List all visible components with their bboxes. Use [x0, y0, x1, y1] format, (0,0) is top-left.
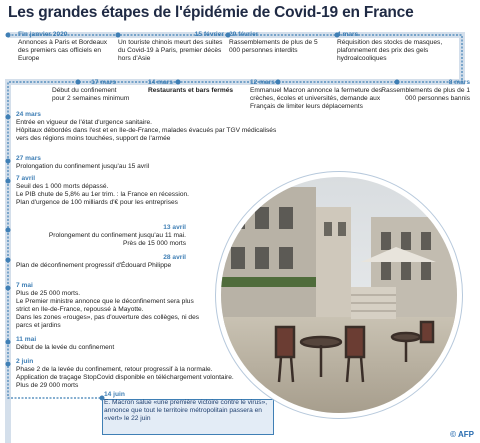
timeline-dot [6, 286, 11, 291]
timeline-dot [6, 228, 11, 233]
event-29-fevrier [229, 31, 329, 55]
event-14-juin [104, 391, 272, 423]
event-7-avril [16, 175, 221, 207]
timeline-dot [6, 362, 11, 367]
event-2-juin [16, 358, 256, 390]
event-text-detail: Hôpitaux débordés dans l'est et en Ile-de-France, malades évacués par TGV médicalisés vers des régions moins touchées, support de l'armée [16, 127, 277, 142]
event-14-mars [148, 79, 248, 95]
event-date: 14 juin [104, 391, 125, 398]
event-text: Plan de déconfinement progressif d'Édouard Philippe [16, 262, 172, 269]
timeline-dot [6, 179, 11, 184]
event-28-avril [16, 254, 186, 270]
event-text: Prolongement du confinement jusqu'au 11 mai. [48, 232, 186, 239]
event-date: 7 avril [16, 175, 36, 182]
event-date: 24 mars [16, 111, 41, 118]
event-text-detail: Près de 15 000 morts [122, 240, 186, 247]
event-date: 14 mars [148, 79, 173, 86]
page-title: Les grandes étapes de l'épidémie de Covid-19 en France [8, 4, 414, 21]
event-17-mars [22, 79, 130, 103]
event-text-detail: Plus de 29 000 morts [16, 382, 79, 389]
event-27-mars [16, 155, 216, 171]
event-text: Phase 2 de la levée du confinement, retour progressif à la normale. [16, 366, 213, 373]
event-text: Rassemblements de plus de 1 000 personnes bannis [381, 87, 470, 102]
timeline-dot [6, 258, 11, 263]
afp-logo: © AFP [450, 430, 474, 439]
event-text: Plus de 25 000 morts. [16, 290, 81, 297]
event-date: 4 mars [337, 31, 359, 38]
event-15-fevrier [118, 31, 224, 63]
timeline-dot [6, 115, 11, 120]
event-11-mai [16, 336, 216, 352]
event-text: E. Macron salue «une première victoire contre le virus», annonce que tout le territoire métropolitain passera en «vert» le 22 juin [104, 399, 268, 422]
timeline-dot [6, 33, 11, 38]
event-text: Emmanuel Macron annonce la fermeture des crèches, écoles et universités, demande aux Français de limiter leurs déplacements [250, 87, 382, 110]
event-text-detail: Dans les zones «rouges», pas d'ouverture des collèges, ni des parcs et jardins [16, 314, 200, 329]
event-date: 13 avril [163, 224, 186, 231]
event-text: Un touriste chinois meurt des suites du Covid-19 à Paris, premier décès hors d'Asie [118, 39, 223, 62]
event-24-mars [16, 111, 286, 143]
event-date: 7 mai [16, 282, 33, 289]
event-text: Entrée en vigueur de l'état d'urgence sanitaire. [16, 119, 152, 126]
event-date: 28 avril [163, 254, 186, 261]
event-text: Réquisition des stocks de masques, plafonnement des prix des gels hydroalcooliques [337, 39, 443, 62]
event-text: Annonces à Paris et Bordeaux des premiers cas officiels en Europe [18, 39, 108, 62]
event-12-mars [250, 79, 385, 111]
event-text: Début de la levée du confinement [16, 344, 115, 351]
event-text: Rassemblements de plus de 5 000 personnes interdits [229, 39, 318, 54]
event-7-mai [16, 282, 206, 330]
event-text: Restaurants et bars fermés [148, 87, 234, 94]
event-date: 11 mai [16, 336, 37, 343]
event-text: Seuil des 1 000 morts dépassé. [16, 183, 109, 190]
event-13-avril [16, 224, 186, 248]
event-text-detail: Le Premier ministre annonce que le déconfinement sera plus strict en Ile-de-France, repoussé à Mayotte. [16, 298, 194, 313]
event-text-detail: Plan d'urgence de 100 milliards d'€ pour les entreprises [16, 199, 178, 206]
event-4-mars [337, 31, 455, 63]
timeline-dot [6, 340, 11, 345]
event-date: 27 mars [16, 155, 41, 162]
event-8-mars [370, 79, 470, 103]
event-date: 17 mars [91, 79, 116, 86]
event-text: Prolongation du confinement jusqu'au 15 avril [16, 163, 150, 170]
event-date: Fin janvier 2020 [18, 31, 68, 38]
event-date: 8 mars [448, 79, 470, 86]
event-date: 2 juin [16, 358, 34, 365]
event-text-detail: Le PIB chute de 5,8% au 1er trim. : la France en récession. [16, 191, 189, 198]
event-date: 29 février [229, 31, 259, 38]
timeline-dot [6, 159, 11, 164]
event-text-detail: Application de traçage StopCovid disponible en téléchargement volontaire. [16, 374, 234, 381]
event-date: 12 mars [250, 79, 275, 86]
event-fin-janvier [18, 31, 114, 63]
cafe-terrace-photo [221, 177, 457, 413]
event-date: 15 février [194, 31, 224, 38]
event-text: Début du confinement pour 2 semaines minimum [52, 87, 130, 102]
